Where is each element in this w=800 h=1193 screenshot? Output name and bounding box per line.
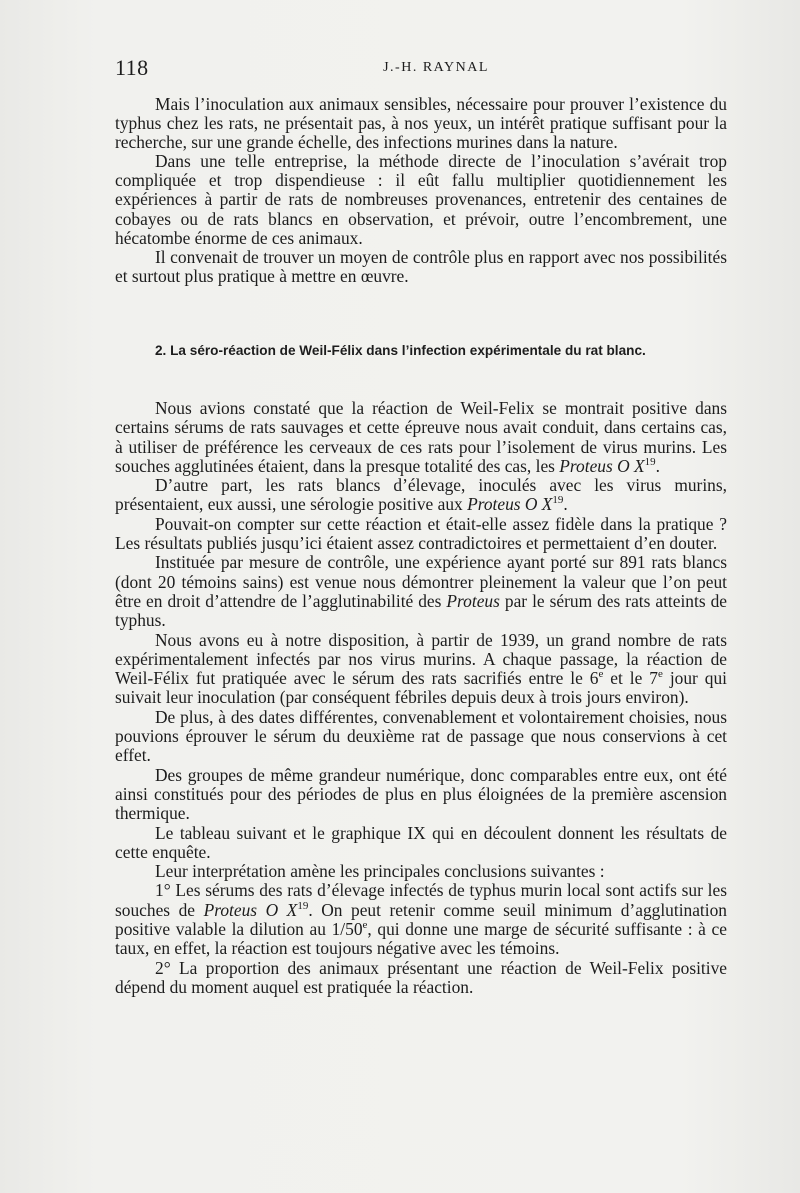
superscript: e [362,919,368,932]
paragraph: De plus, à des dates différentes, convenablement et volontairement choisies, nous pouvions éprouver le sérum du deuxième rat de passage que nous conservions à cet effet. [115,706,727,766]
paragraph: Mais l’inoculation aux animaux sensibles, nécessaire pour prouver l’existence du typhus chez les rats, ne présentait pas, à nos yeux, un intérêt pratique suffisant pour la recherche, sur une grande échelle, des infections murines dans la nature. [115,94,727,153]
paragraph: Le tableau suivant et le graphique IX qui en découlent donnent les résultats de cette enquête. [115,822,727,862]
section-heading [115,342,727,360]
text-run: 1° Les sérums des rats d’élevage infectés de typhus murin local sont actifs sur les souches de [115,880,727,920]
superscript: 19 [297,899,309,912]
paragraph [115,399,727,476]
text-run: Instituée par mesure de contrôle, une expérience ayant porté sur 891 rats blancs (dont 20 témoins sains) est venue nous démontrer pleinement la valeur que l’on peut être en droit d’attendre de l’agglutinabilité des [115,552,727,611]
paragraph: Des groupes de même grandeur numérique, donc comparables entre eux, ont été ainsi constitués pour des périodes de plus en plus éloignées de la première ascension thermique. [115,764,727,824]
text-run: et le 7 [603,668,658,689]
text-run: D’autre part, les rats blancs d’élevage, inoculés avec les virus murins, présentaient, eux aussi, une sérologie positive aux [115,475,727,515]
paragraph: Il convenait de trouver un moyen de contrôle plus en rapport avec nos possibilités et surtout plus pratique à mettre en œuvre. [115,246,727,286]
page-number: 118 [115,55,149,80]
text-run: jour qui suivait leur inoculation (par conséquent fébriles depuis deux à trois jours environ). [115,668,727,708]
superscript: e [598,668,604,681]
paragraph [115,881,727,958]
superscript: 19 [552,494,564,507]
italic-run: Proteus O X [203,899,298,920]
paragraph [115,553,727,630]
paragraph: 2° La proportion des animaux présentant une réaction de Weil-Felix positive dépend du moment auquel est pratiquée la réaction. [115,957,727,997]
section-text-block [115,399,727,997]
italic-run: Proteus O X [467,494,553,515]
text-run: . [563,494,568,515]
paragraph: Pouvait-on compter sur cette réaction et était-elle assez fidèle dans la pratique ? Les résultats publiés jusqu’ici étaient assez contradictoires et permettaient d’en douter. [115,513,727,554]
text-run: Nous avions constaté que la réaction de Weil-Felix se montrait positive dans certains sérums de rats sauvages et cette épreuve nous avait conduit, dans certains cas, à utiliser de préférence les cerveaux de ces rats pour l’isolement de virus murins. Les souches agglutinées étaient, dans la presque totalité des cas, les [115,398,727,476]
superscript: 19 [644,456,656,469]
text-run: par le sérum des rats atteints de typhus. [115,590,728,631]
paragraph: Dans une telle entreprise, la méthode directe de l’inoculation s’avérait trop compliquée et trop dispendieuse : il eût fallu multiplier quotidiennement les expériences à partir de rats de nombreuses provenances, entretenir des centaines de cobayes ou de rats blancs en observation, et prévoir, outre l’encombrement, une hécatombe énorme de ces animaux. [115,151,727,248]
superscript: e [657,668,663,681]
italic-run: Proteus O X [559,455,645,476]
paragraph: Leur interprétation amène les principales conclusions suivantes : [155,861,605,882]
section-title: La séro-réaction de Weil-Félix dans l’infection expérimentale du rat blanc. [170,343,646,358]
italic-run: Proteus [446,590,500,611]
section-number: 2. [155,343,167,358]
paragraph [115,631,727,708]
text-run: . [655,455,660,476]
text-run: . On peut retenir comme seuil minimum d’agglutination positive valable la dilution au 1/50 [115,899,727,940]
text-run: , qui donne une marge de sécurité suffisante : à ce taux, en effet, la réaction est toujours négative avec les témoins. [115,919,727,959]
paragraph [115,476,727,515]
running-head: J.-H. RAYNAL [383,60,489,75]
page-header [115,55,727,83]
text-run: Nous avons eu à notre disposition, à partir de 1939, un grand nombre de rats expérimentalement infectés par nos virus murins. A chaque passage, la réaction de Weil-Félix fut pratiquée avec le sérum des rats sacrifiés entre le 6 [115,629,727,689]
intro-text-block [115,95,727,286]
